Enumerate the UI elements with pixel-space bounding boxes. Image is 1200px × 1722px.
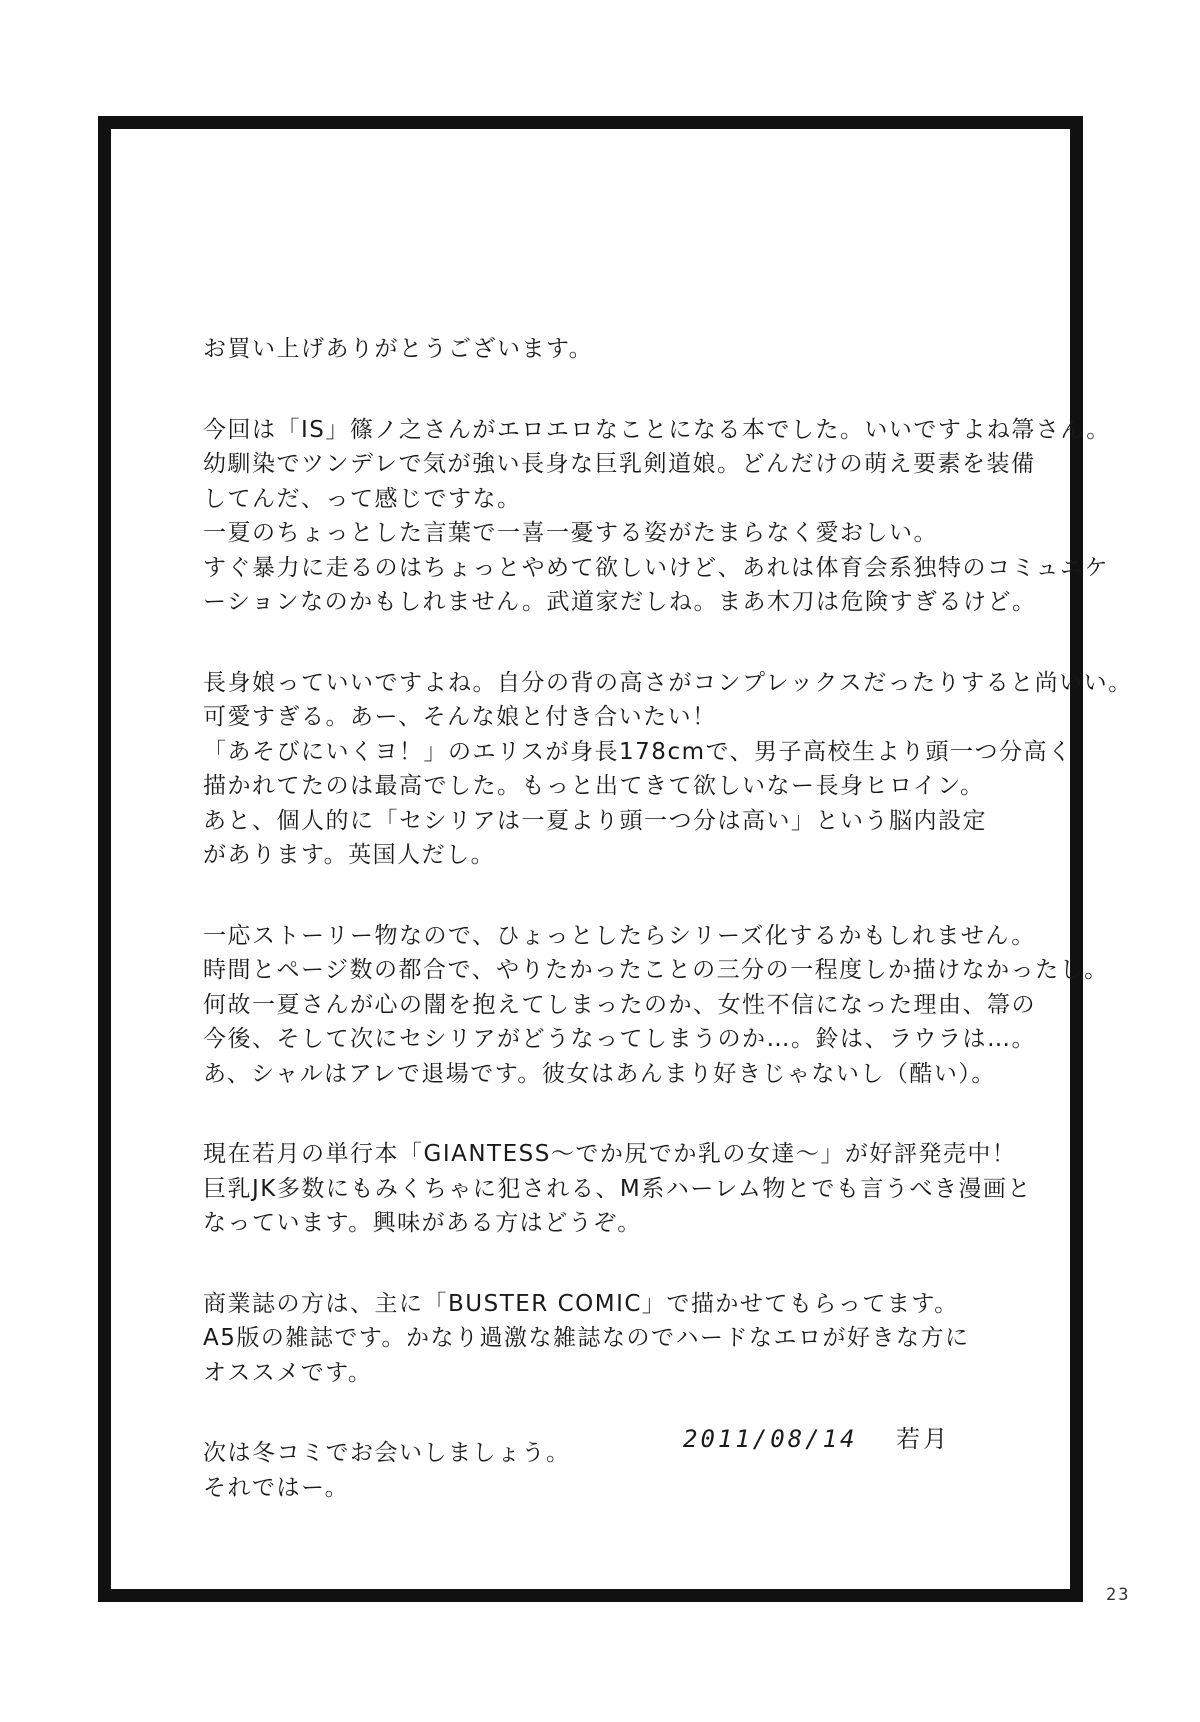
text-line: なっています。興味がある方はどうぞ。 [203,1210,642,1236]
text-line: 可愛すぎる。あー、そんな娘と付き合いたい！ [203,704,717,730]
text-line: ーションなのかもしれません。武道家だしね。まあ木刀は危険すぎるけど。 [203,589,1037,615]
text-line: 次は冬コミでお会いしましょう。 [203,1440,571,1466]
text-line: 今後、そして次にセシリアがどうなってしまうのか…。鈴は、ラウラは…。 [203,1026,1036,1052]
text-line: 幼馴染でツンデレで気が強い長身な巨乳剣道娘。どんだけの萌え要素を装備 [203,451,1036,477]
text-line: 今回は「IS」篠ノ之さんがエロエロなことになる本でした。いいですよね箒さん。 [203,416,1111,443]
paragraph-greeting [203,332,1083,367]
text-line: してんだ、って感じですな。 [203,485,522,512]
text-line: 「あそびにいくヨ！」のエリスが身長178cmで、男子高校生より頭一つ分高く [203,738,1073,765]
text-line: A5版の雑誌です。かなり過激な雑誌なのでハードなエロが好きな方に [203,1325,970,1351]
text-line: すぐ暴力に走るのはちょっとやめて欲しいけど、あれは体育会系独特のコミュニケ [203,554,1110,581]
paragraph-closing [203,1436,1083,1505]
text-line: 長身娘っていいですよね。自分の背の高さがコンプレックスだったりすると尚いい。 [203,669,1133,696]
paragraph-magazine [203,1287,1083,1391]
text-line: 一夏のちょっとした言葉で一喜一憂する姿がたまらなく愛おしい。 [203,520,938,546]
text-line: それではー。 [203,1474,350,1501]
text-line: お買い上げありがとうございます。 [203,336,594,362]
text-line: があります。英国人だし。 [203,842,496,868]
text-line: 何故一夏さんが心の闇を抱えてしまったのか、女性不信になった理由、箒の [203,991,1036,1018]
page-number: 23 [1106,1585,1131,1605]
paragraph-about-book [203,413,1111,620]
paragraph-story-series [203,919,1109,1092]
text-line: あと、個人的に「セシリアは一夏より頭一つ分は高い」という脳内設定 [203,807,987,834]
text-line: オススメです。 [203,1359,373,1386]
text-line: 商業誌の方は、主に「BUSTER COMIC」で描かせてもらってます。 [203,1290,959,1317]
afterword-text [203,332,1133,1551]
text-line: 巨乳JK多数にもみくちゃに犯される、M系ハーレム物とでも言うべき漫画と [203,1175,1032,1202]
text-line: あ、シャルはアレで退場です。彼女はあんまり好きじゃないし（酷い）。 [203,1060,996,1087]
text-line: 時間とページ数の都合で、やりたかったことの三分の一程度しか描けなかったし。 [203,957,1109,983]
paragraph-book-promo [203,1137,1083,1241]
signature [683,1419,950,1454]
text-line: 描かれてたのは最高でした。もっと出てきて欲しいなー長身ヒロイン。 [203,773,985,799]
text-line: 一応ストーリー物なので、ひょっとしたらシリーズ化するかもしれません。 [203,922,1036,949]
signature-author: 若月 [896,1425,951,1453]
paragraph-tall-heroines [203,666,1133,873]
text-line: 現在若月の単行本「GIANTESS～でか尻でか乳の女達～」が好評発売中！ [203,1141,1017,1167]
signature-date: 2011/08/14 [683,1425,858,1453]
